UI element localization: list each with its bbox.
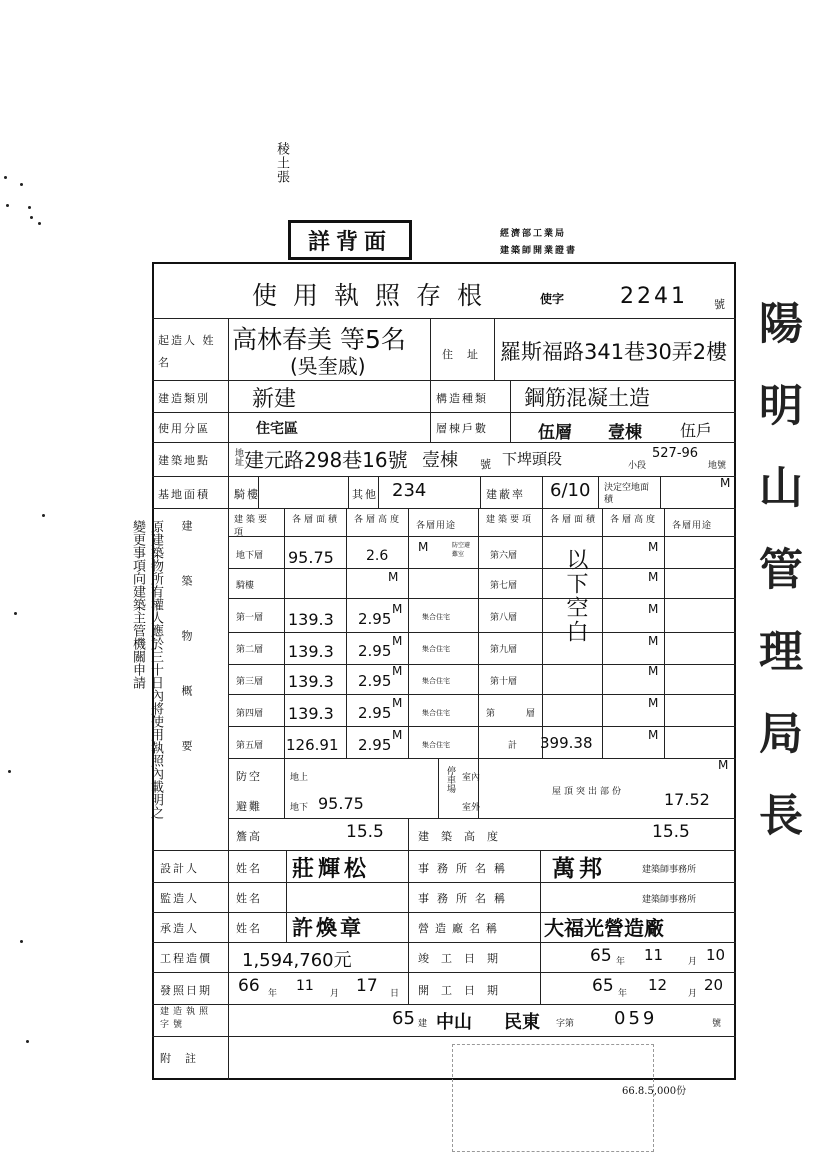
structure-type-label: 構造種類 — [436, 392, 488, 405]
permit-char: 字第 — [556, 1019, 575, 1029]
month-char: 月 — [688, 957, 698, 967]
remark-label: 附註 — [160, 1052, 210, 1065]
address-value: 羅斯福路341巷30弄2樓 — [500, 340, 728, 364]
total-label: 計 — [508, 741, 518, 751]
evacuation-label: 避難 — [236, 800, 262, 813]
permit-number-prefix: 使字 — [540, 292, 565, 306]
unit-m: M — [648, 570, 659, 584]
permit-no-suffix: 號 — [712, 1019, 722, 1029]
contractor-firm-label: 營造廠名稱 — [418, 922, 503, 935]
roof-label: 屋頂突出部份 — [552, 787, 625, 797]
month-char: 月 — [688, 989, 698, 999]
floor-label-9: 第九層 — [490, 645, 518, 655]
eave-height-label: 簷高 — [236, 830, 262, 843]
zone-value: 住宅區 — [256, 421, 298, 437]
permit-no: 059 — [614, 1008, 658, 1029]
base-area-label: 基地面積 — [158, 488, 210, 501]
supervisor-office-label: 事務所名稱 — [418, 892, 513, 905]
unit-m: M — [718, 758, 729, 772]
arcade-label: 騎樓 — [234, 488, 260, 501]
site-label: 建築地點 — [158, 454, 210, 467]
roof-area: 17.52 — [664, 790, 710, 809]
year-char: 年 — [268, 989, 278, 999]
supervisor-label: 監造人 — [160, 892, 199, 905]
header-item-right: 建築要項 — [486, 515, 535, 525]
form-title: 使用執照存根 — [252, 281, 499, 310]
permit-year: 65 — [392, 1008, 415, 1029]
permit-sub: 民東 — [504, 1012, 540, 1033]
contractor-name: 許煥章 — [292, 916, 364, 940]
floor-label-8: 第八層 — [490, 613, 518, 623]
start-year: 65 — [592, 976, 614, 996]
year-char: 年 — [616, 957, 626, 967]
unit-m: M — [392, 602, 403, 616]
designer-office: 萬邦 — [552, 856, 606, 882]
coverage-label: 建蔽率 — [486, 488, 525, 501]
header-item: 建築要項 — [234, 515, 271, 538]
floor-label-10: 第十層 — [490, 677, 518, 687]
start-day: 20 — [704, 976, 724, 994]
floors-value: 伍層 — [538, 423, 572, 443]
unit-m: M — [388, 570, 399, 584]
zone-label: 使用分區 — [158, 422, 210, 435]
month-char: 月 — [330, 989, 340, 999]
bottom-approval-stamps — [452, 1044, 654, 1152]
applicant-name-alt: (吳奎戚) — [290, 354, 366, 378]
construction-type-label: 建造類別 — [158, 392, 210, 405]
floor-label-blank: 第 層 — [486, 709, 549, 719]
indoor-label: 室內 — [462, 773, 481, 783]
building-height-label: 建築高度 — [418, 830, 510, 843]
building-summary-label: 建築物概要 — [180, 520, 193, 795]
permit-number-suffix: 號 — [714, 298, 727, 311]
building-count: 壹棟 — [608, 423, 642, 443]
start-date-label: 開工日期 — [418, 984, 510, 997]
contractor-label: 承造人 — [160, 922, 199, 935]
site-building: 壹棟 — [422, 450, 458, 471]
site-address: 建元路298巷16號 — [244, 448, 408, 472]
completion-date-label: 竣工日期 — [418, 952, 510, 965]
section-name: 下埤頭段 — [502, 450, 563, 468]
supervisor-name-label: 姓名 — [236, 892, 262, 905]
other-label: 其他 — [352, 488, 378, 501]
day-char: 日 — [390, 989, 400, 999]
permit-district: 中山 — [436, 1012, 472, 1033]
air-defense-label: 防空 — [236, 770, 262, 783]
header-area-right: 各層面積 — [550, 515, 599, 525]
header-use-right: 各層用途 — [672, 521, 713, 531]
construction-type-value: 新建 — [252, 387, 297, 412]
completion-month: 11 — [644, 946, 664, 964]
building-height: 15.5 — [652, 822, 690, 842]
completion-day: 10 — [706, 946, 726, 964]
applicant-label: 起造人 姓名 — [158, 334, 216, 369]
cost-value: 1,594,760元 — [242, 950, 352, 971]
contractor-name-label: 姓名 — [236, 922, 262, 935]
total-area: 399.38 — [540, 734, 593, 752]
address-label: 住址 — [442, 348, 492, 361]
designer-office-suffix: 建築師事務所 — [642, 865, 697, 875]
applicant-name: 高林春美 等5名 — [232, 325, 406, 354]
unit-m: M — [648, 634, 659, 648]
unit-m: M — [392, 696, 403, 710]
start-month: 12 — [648, 976, 668, 994]
issuer-stamp: 經濟部工業局 建築師開業證書 — [500, 229, 578, 256]
unit-m: M — [392, 728, 403, 742]
designer-office-label: 事務所名稱 — [418, 862, 513, 875]
other-area: 234 — [392, 480, 427, 501]
unit-m: M — [418, 540, 429, 554]
header-area: 各層面積 — [292, 515, 341, 525]
unit-m: M — [648, 664, 659, 678]
cost-label: 工程造價 — [160, 952, 212, 965]
blank-note: 以下空白 — [563, 548, 588, 644]
unit-count: 伍戶 — [680, 421, 713, 440]
issue-month: 11 — [296, 978, 314, 994]
unit-m: M — [648, 696, 659, 710]
issue-date-label: 發照日期 — [160, 984, 212, 997]
structure-type-value: 鋼筋混凝土造 — [524, 386, 650, 410]
floor-label-7: 第七層 — [490, 581, 518, 591]
issue-day: 17 — [356, 976, 378, 996]
left-margin-note: 原建築物所有權人應於三十日內將使用執照內載明之變更事項向建築主管機關申請 — [130, 520, 163, 819]
unit-m: M — [392, 664, 403, 678]
lot-number: 527-96 — [652, 446, 699, 461]
parking-label: 停車場 — [445, 766, 455, 793]
below-ground-area: 95.75 — [318, 794, 364, 813]
permit-char: 建 — [418, 1019, 428, 1029]
unit-m: M — [648, 540, 659, 554]
lot-label: 小段 — [628, 461, 647, 471]
outdoor-label: 室外 — [462, 803, 481, 813]
below-ground-label: 地下 — [290, 803, 309, 813]
lot-suffix: 地號 — [708, 461, 727, 471]
header-height-right: 各層高度 — [610, 515, 659, 525]
eave-height: 15.5 — [346, 822, 384, 842]
unit-m: M — [720, 476, 731, 490]
header-height: 各層高度 — [354, 515, 403, 525]
designer-name-label: 姓名 — [236, 862, 262, 875]
permit-no-label: 建造執照字號 — [160, 1007, 213, 1030]
issue-year: 66 — [238, 976, 260, 996]
contractor-firm: 大福光營造廠 — [544, 916, 664, 940]
floor-label-6: 第六層 — [490, 551, 518, 561]
designer-label: 設計人 — [160, 862, 199, 875]
designer-name: 莊輝松 — [292, 857, 371, 882]
unit-m: M — [392, 634, 403, 648]
supervisor-office-suffix: 建築師事務所 — [642, 895, 697, 905]
site-prefix: 地址 — [233, 448, 243, 466]
unit-m: M — [648, 728, 659, 742]
header-use: 各層用途 — [416, 521, 457, 531]
right-margin-official-title: 陽明山管理局長 — [751, 300, 802, 874]
site-number-suffix: 號 — [480, 458, 493, 471]
permit-number: 2241 — [620, 284, 688, 309]
unit-m: M — [648, 602, 659, 616]
coverage-value: 6/10 — [550, 480, 591, 501]
floors-label: 層棟戶數 — [436, 422, 488, 435]
print-note: 66.8.5,000份 — [622, 1086, 687, 1097]
year-char: 年 — [618, 989, 628, 999]
above-ground-label: 地上 — [290, 773, 309, 783]
completion-year: 65 — [590, 946, 612, 966]
top-handwritten-note: 稜土張 — [274, 142, 289, 184]
detail-reverse-stamp: 詳背面 — [288, 220, 412, 260]
open-space-label: 決定空地面積 — [604, 483, 650, 505]
